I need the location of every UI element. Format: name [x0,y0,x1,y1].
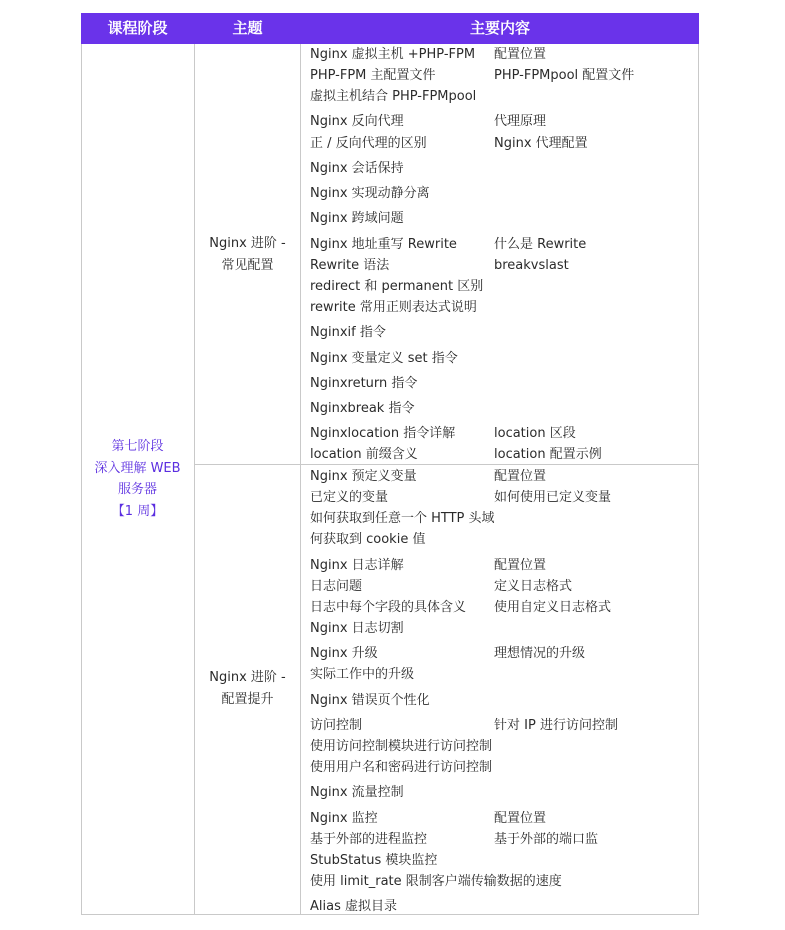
content-item: PHP-FPM 主配置文件 [310,68,436,84]
content-row [310,65,695,86]
content-row [310,896,695,917]
content-row [310,466,695,487]
header-content: 主要内容 [469,19,530,37]
content-item: 使用访问控制模块进行访问控制 [310,738,493,754]
content-row [310,44,695,65]
content-item: 基于外部的端口监 [494,831,599,847]
content-row [310,208,695,229]
stage-cell [81,436,194,522]
content-item: Nginx 反向代理 [310,114,404,130]
border-right [698,44,699,915]
content-group [310,234,695,318]
content-row [310,111,695,132]
content-item: 实际工作中的升级 [310,667,415,683]
content-item: Nginxif 指令 [310,325,386,341]
content-row [310,643,695,664]
content-item: Nginx 虚拟主机 +PHP-FPM [310,47,476,62]
stage-line: 服务器 [117,482,157,497]
topic-line: Nginx 进阶 - [209,670,286,685]
content-item: 使用 limit_rate 限制客户端传输数据的速度 [310,873,562,889]
content-item: Nginx 变量定义 set 指令 [310,350,458,366]
curriculum-table [81,13,699,915]
content-group [310,555,695,639]
content-item: Nginx 日志切割 [310,620,404,636]
content-item: Nginx 错误页个性化 [310,692,430,708]
content-group [310,896,695,917]
content-group [310,44,695,107]
content-item: 使用用户名和密码进行访问控制 [310,759,493,775]
content-group [310,715,695,778]
content-item: 日志中每个字段的具体含义 [310,599,467,615]
content-item: Nginx 跨域问题 [310,211,404,227]
content-item: Nginx 代理配置 [494,135,588,151]
content-item: 配置位置 [494,557,547,573]
content-row [310,871,695,892]
content-group [310,183,695,204]
content-item: 配置位置 [494,469,547,484]
content-group [310,322,695,343]
content-item: 已定义的变量 [310,490,389,506]
content-row [310,322,695,343]
divider-topic [300,44,301,915]
content-item: Nginx 升级 [310,646,378,662]
content-row [310,348,695,369]
content-group [310,348,695,369]
content-group [310,690,695,711]
content-row [310,234,695,255]
content-item: 何获取到 cookie 值 [310,532,426,548]
table-header [81,13,699,44]
content-row [310,664,695,685]
content-item: 什么是 Rewrite [494,236,587,252]
content-row [310,133,695,154]
content-row [310,850,695,871]
content-row [310,555,695,576]
content-item: 如何使用已定义变量 [494,490,612,506]
content-item: Nginx 实现动静分离 [310,186,430,202]
content-group [310,208,695,229]
content-item: 如何获取到任意一个 HTTP 头域 [310,511,495,527]
content-row [310,297,695,318]
content-row [310,529,695,550]
content-item: Nginx 地址重写 Rewrite [310,236,457,252]
content-row [310,597,695,618]
content-item: 配置位置 [494,810,547,826]
topic-line: 常见配置 [221,257,274,273]
content-row [310,255,695,276]
content-item: Nginxbreak 指令 [310,401,415,417]
content-row [310,373,695,394]
content-row [310,715,695,736]
header-stage: 课程阶段 [107,19,168,37]
content-row [310,576,695,597]
stage-line: 深入理解 WEB [94,460,181,476]
content-cell-common-config [310,44,695,470]
content-item: Alias 虚拟目录 [310,899,397,915]
content-item: Nginx 日志详解 [310,557,404,573]
content-row [310,782,695,803]
content-row [310,690,695,711]
content-row [310,757,695,778]
content-group [310,158,695,179]
content-item: Nginx 预定义变量 [310,469,417,484]
content-item: 日志问题 [310,578,363,594]
content-item: 配置位置 [494,47,547,62]
topic-cell-common-config [195,233,300,276]
content-row [310,276,695,297]
content-group [310,111,695,153]
content-item: PHP-FPMpool 配置文件 [494,68,635,84]
content-item: Nginx 流量控制 [310,785,404,801]
content-item: 虚拟主机结合 PHP-FPMpool [310,89,477,105]
content-group [310,782,695,803]
content-item: Nginx 会话保持 [310,160,404,176]
topic-cell-config-enhance [195,667,300,710]
content-item: redirect 和 permanent 区别 [310,278,484,294]
content-row [310,829,695,850]
header-topic: 主题 [232,19,263,37]
divider-stage [194,44,195,915]
content-item: Rewrite 语法 [310,257,390,273]
content-row [310,158,695,179]
stage-line: 【1 周】 [111,503,164,519]
content-item: Nginxlocation 指令详解 [310,426,456,442]
content-group [310,643,695,685]
content-item: 基于外部的进程监控 [310,831,428,847]
content-item: 访问控制 [310,717,363,733]
content-item: rewrite 常用正则表达式说明 [310,299,477,315]
content-row [310,736,695,757]
content-item: 理想情况的升级 [494,646,586,662]
content-item: Nginx 监控 [310,810,378,826]
content-row [310,444,695,465]
content-row [310,618,695,639]
content-row [310,423,695,444]
content-row [310,86,695,107]
content-cell-config-enhance [310,466,695,921]
content-group [310,373,695,394]
topic-line: Nginx 进阶 - [209,236,286,251]
content-row [310,183,695,204]
content-item: 使用自定义日志格式 [494,599,612,615]
content-row [310,508,695,529]
content-group [310,466,695,550]
content-item: location 配置示例 [494,447,602,463]
content-item: location 前缀含义 [310,447,418,463]
content-row [310,398,695,419]
stage-line: 第七阶段 [111,439,164,454]
content-item: Nginxreturn 指令 [310,375,418,391]
content-item: 针对 IP 进行访问控制 [494,717,618,733]
content-row [310,487,695,508]
content-group [310,398,695,419]
content-item: 代理原理 [494,114,547,130]
content-group [310,423,695,465]
content-item: breakvslast [494,257,569,273]
content-group [310,808,695,892]
content-row [310,808,695,829]
content-item: StubStatus 模块监控 [310,852,438,868]
content-item: location 区段 [494,426,576,442]
topic-line: 配置提升 [221,691,274,707]
content-item: 正 / 反向代理的区别 [310,135,427,151]
content-item: 定义日志格式 [494,578,573,594]
